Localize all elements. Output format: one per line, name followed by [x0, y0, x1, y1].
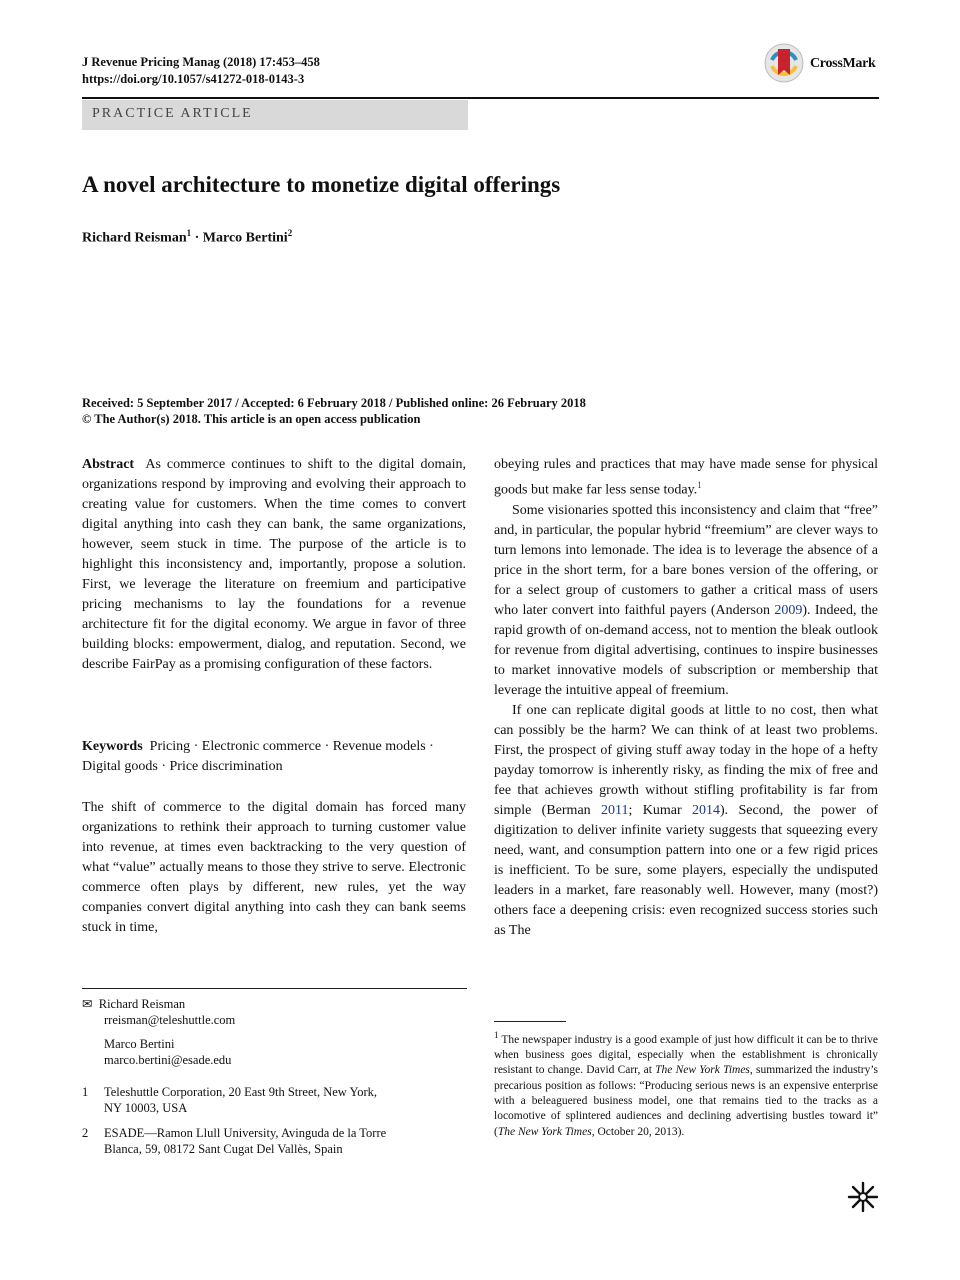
corresponding-author	[82, 996, 466, 1068]
body-text: ). Indeed, the rapid growth of on-demand access, not to mention the bleak outlook for revenue from digital advertising, continues to inspire businesses to market innovative models of subscription or membership that leverage the intuitive appeal of freemium.	[494, 602, 878, 698]
citation-link[interactable]: 2014	[691, 802, 720, 818]
second-author-email[interactable]: marco.bertini@esade.edu	[104, 1053, 232, 1067]
footnote-text: The New York Times	[497, 1125, 592, 1138]
affiliation-line: NY 10003, USA	[104, 1101, 188, 1115]
second-author-name: Marco Bertini	[104, 1037, 175, 1051]
corresponding-name: Richard Reisman	[98, 997, 186, 1011]
intro-text: The shift of commerce to the digital domain has forced many organizations to rethink their approach to turning customer value into revenue, at times even backtracking to the very question of what “value” actually means to those they strive to serve. Electronic commerce often plays by different, new rules, yet the way companies convert digital anything into cash they can bank seems stuck in time,	[82, 800, 466, 935]
footnote	[494, 1028, 878, 1140]
body-paragraph	[494, 501, 878, 701]
section-label: PRACTICE ARTICLE	[92, 106, 253, 121]
author-name[interactable]: Marco Bertini	[202, 230, 288, 246]
history-dates: Received: 5 September 2017 / Accepted: 6 February 2018 / Published online: 26 February 2018	[82, 396, 586, 410]
footnote-text: The New York Times	[655, 1064, 750, 1077]
affiliation-line: Blanca, 59, 08172 Sant Cugat Del Vallès, Spain	[104, 1142, 343, 1156]
author-list	[82, 228, 292, 247]
body-text: ). Second, the power of digitization to deliver infinite variety suggests that squeezing every need, want, and consumption pattern into one or a few rigid prices is inefficient. To be sure, some players, especially the undisputed leaders in a market, fare reasonably well. However, many (most?) others face a deepening crisis: even recognized success stories such as The	[494, 802, 878, 938]
abstract-block	[82, 455, 466, 675]
footnote-number: 1	[494, 1030, 499, 1040]
keywords-label: Keywords	[82, 739, 143, 754]
publication-dates	[82, 395, 586, 427]
body-paragraph	[494, 455, 878, 501]
body-right-column	[494, 455, 878, 941]
body-paragraph	[494, 701, 878, 941]
springer-logo-icon	[846, 1180, 880, 1214]
body-text: Some visionaries spotted this inconsistency and claim that “free” and, in particular, the popular hybrid “freemium” are clever ways to turn lemons into lemonade. The idea is to leverage the absence of a price in the short term, for a bare bones version of the offering, or for a select group of customers to gather a critical mass of users who later convert into faithful payers (Anderson	[494, 502, 878, 618]
footnote-text: , October 20, 2013).	[591, 1125, 685, 1138]
body-text: ; Kumar	[628, 802, 692, 818]
footnote-text: The newspaper industry is a good example of just how difficult it can be to thrive when business goes digital, especially when the establishment is chronically resistant to change. David Carr, at	[494, 1033, 878, 1077]
article-title: A novel architecture to monetize digital offerings	[82, 172, 561, 197]
body-text: obeying rules and practices that may have made sense for physical goods but make far less sense today.	[494, 457, 878, 498]
body-text: If one can replicate digital goods at little to no cost, then what can possibly be the harm? We can think of at least two problems. First, the prospect of giving stuff away today in the hope of a hefty payday tomorrow is inherently risky, as finding the mix of free and fee that achieves growth without stifling profitability is far from simple (Berman	[494, 702, 878, 818]
journal-citation: J Revenue Pricing Manag (2018) 17:453–458	[82, 55, 320, 69]
doi-link[interactable]: https://doi.org/10.1057/s41272-018-0143-3	[82, 72, 305, 86]
footnote-ref-link[interactable]: 1	[697, 480, 702, 490]
abstract-text: As commerce continues to shift to the digital domain, organizations respond by improving and evolving their approach to creating value for customers. When the time comes to convert digital anything into cash they can bank, the same organizations, however, seem stuck in time. The purpose of the article is to highlight this inconsistency and, importantly, propose a solution. First, we leverage the literature on freemium and participative pricing mechanisms to lay the foundations for a revenue architecture fit for the digital economy. We argue in favor of three building blocks: empowerment, dialog, and reputation. Second, we describe FairPay as a promising configuration of these factors.	[82, 457, 466, 672]
affiliation-line: Teleshuttle Corporation, 20 East 9th Street, New York,	[104, 1085, 378, 1099]
footnote-rule	[494, 1021, 566, 1022]
envelope-icon[interactable]: ✉	[82, 997, 93, 1011]
abstract-label: Abstract	[82, 457, 135, 472]
author-name[interactable]: Richard Reisman	[82, 230, 187, 246]
affiliation-number: 2	[82, 1126, 89, 1140]
journal-header	[82, 54, 320, 88]
keywords-block	[82, 737, 466, 777]
affiliation-1	[82, 1084, 466, 1116]
intro-paragraph	[82, 798, 466, 938]
author-affiliation-mark: 2	[287, 228, 293, 238]
citation-link[interactable]: 2009	[774, 602, 803, 618]
footnote-text: , summarized the industry’s precarious position as follows: “Producing serious news is an expensive enterprise with a beleaguered business model, one that remains tied to the tracks as a locomotive of splintered audiences and declining advertising bustles toward it” (	[494, 1064, 878, 1138]
header-rule	[82, 97, 879, 99]
author-separator: ·	[191, 230, 203, 246]
corresponding-email[interactable]: rreisman@teleshuttle.com	[104, 1013, 236, 1027]
citation-link[interactable]: 2011	[601, 802, 629, 818]
crossmark-label: CrossMark	[810, 56, 876, 71]
author-affiliation-mark: 1	[186, 228, 192, 238]
affiliation-rule	[82, 988, 467, 989]
copyright-notice: © The Author(s) 2018. This article is an open access publication	[82, 412, 421, 426]
affiliation-2	[82, 1125, 466, 1157]
affiliation-number: 1	[82, 1085, 89, 1099]
affiliation-line: ESADE—Ramon Llull University, Avinguda de la Torre	[104, 1126, 387, 1140]
keywords-text: Pricing · Electronic commerce · Revenue models · Digital goods · Price discrimination	[82, 739, 434, 774]
